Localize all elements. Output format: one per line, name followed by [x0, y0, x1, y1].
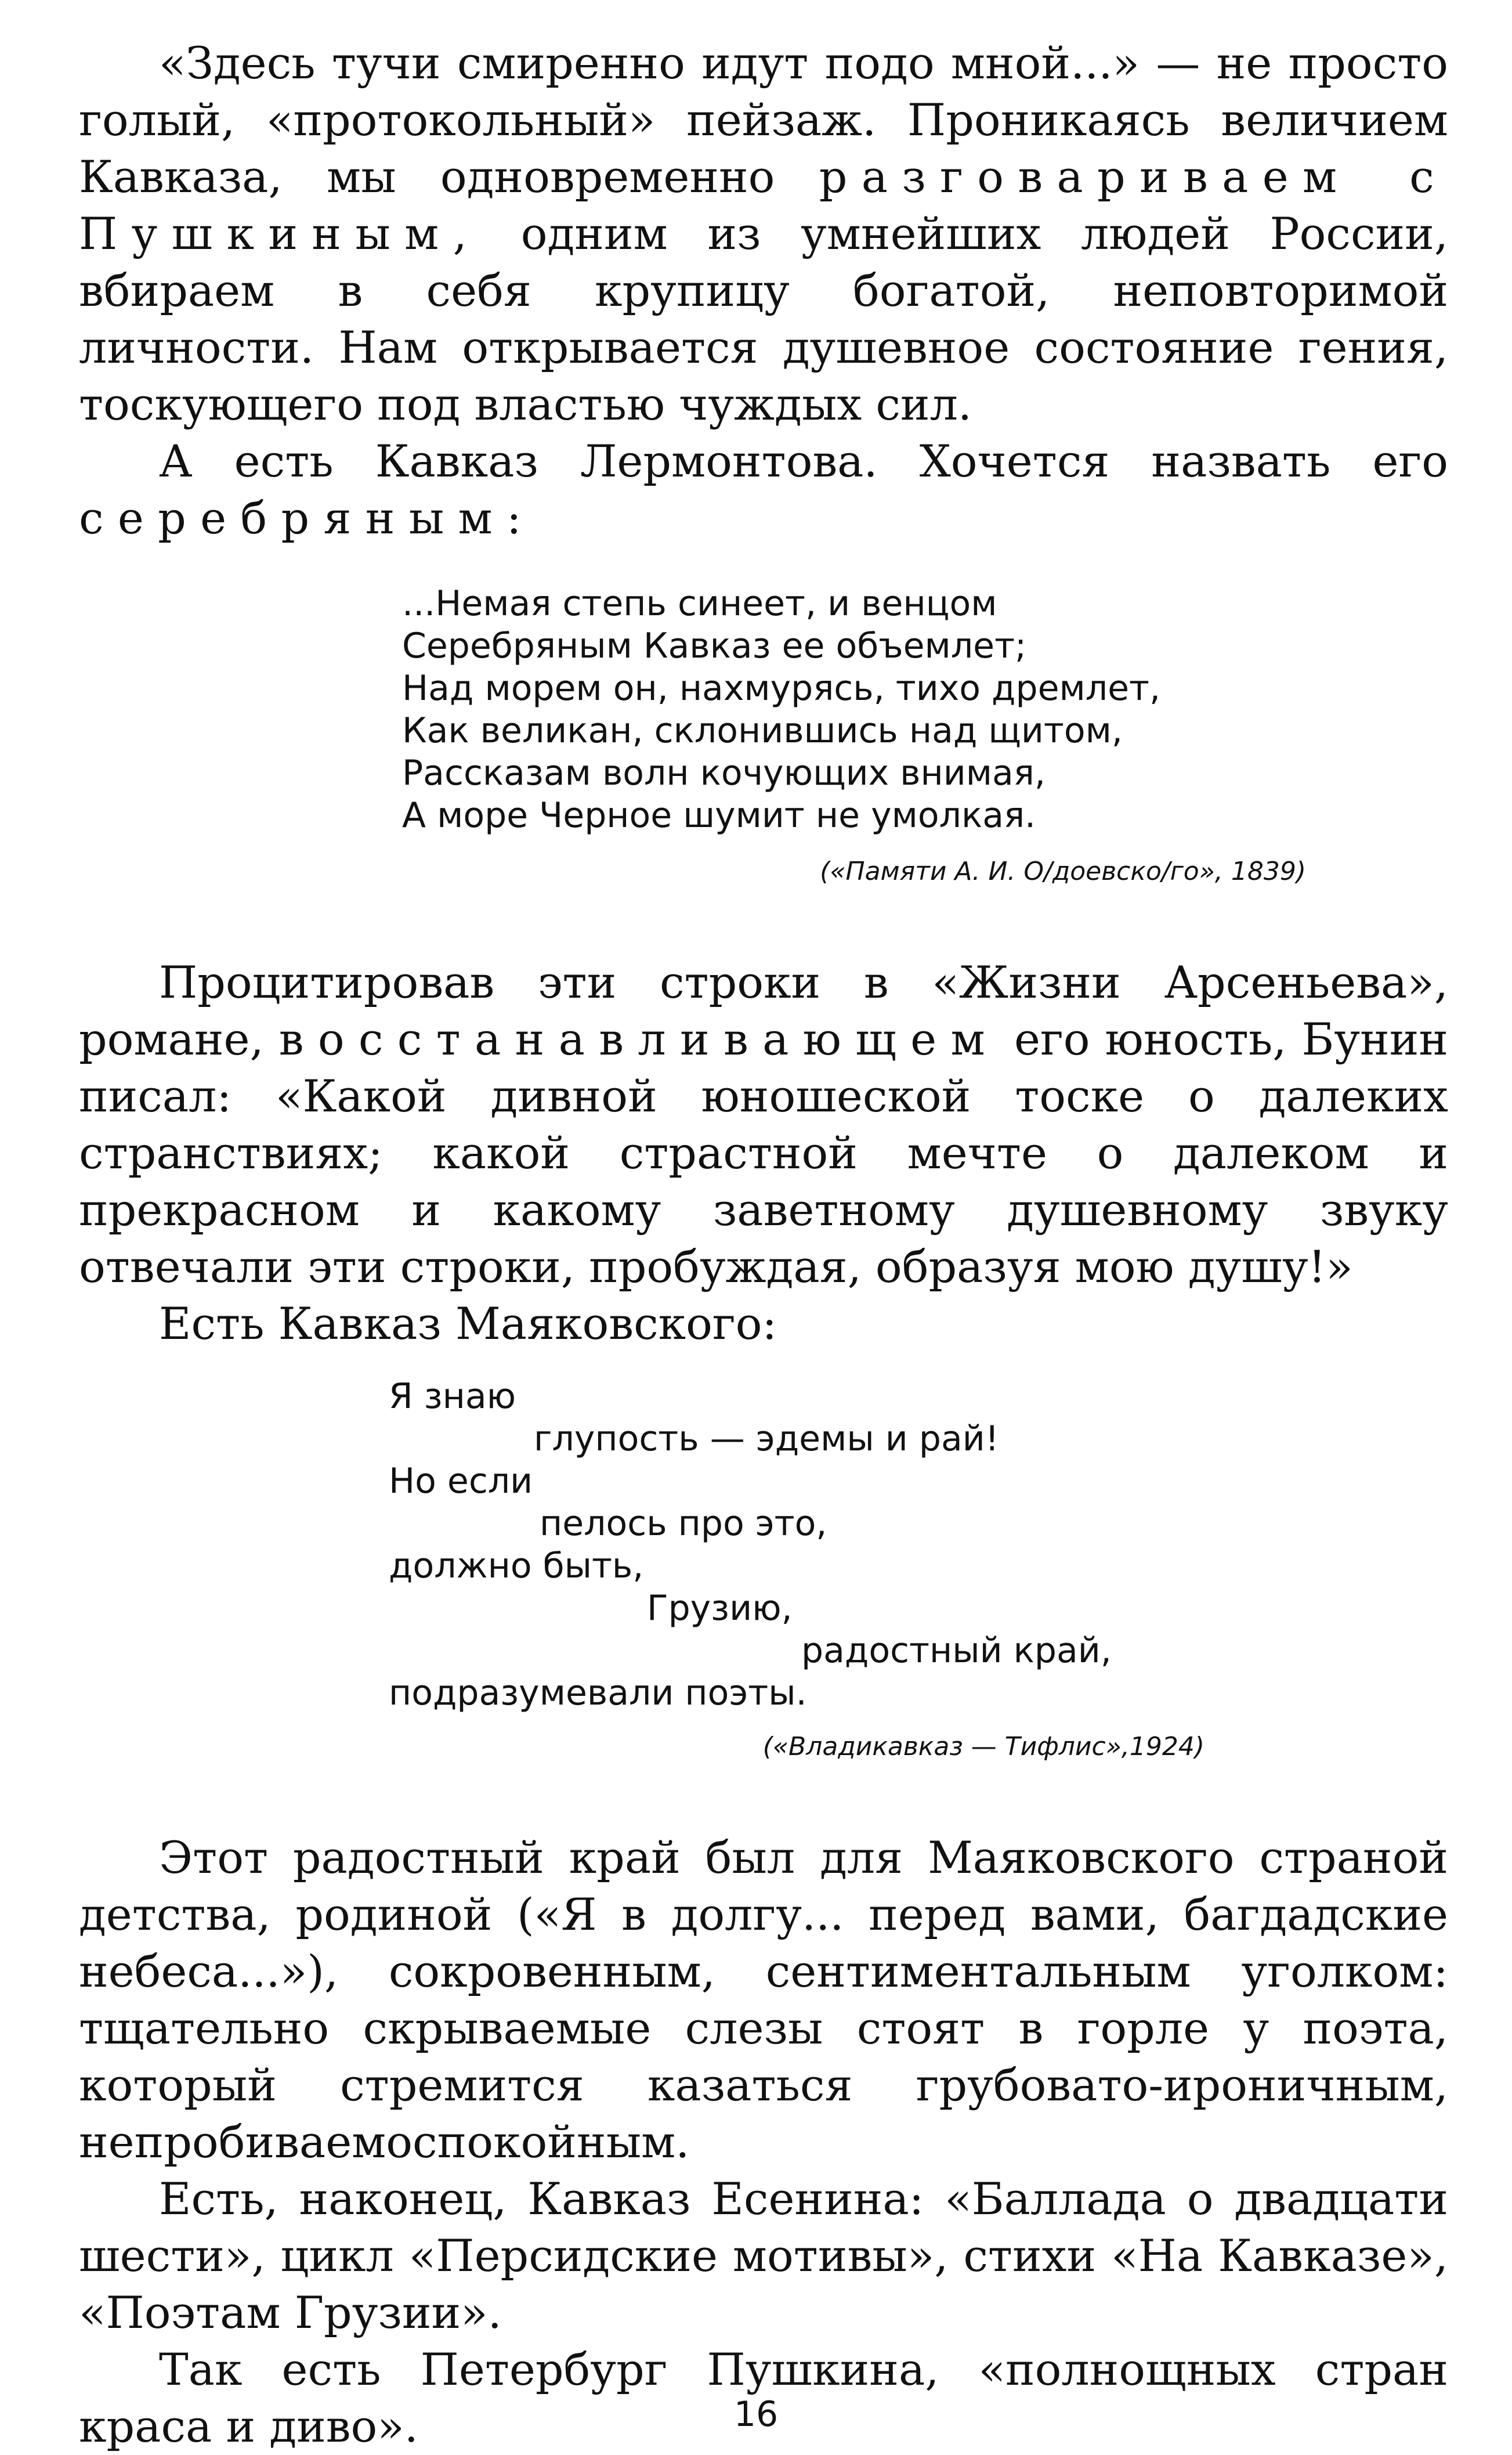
paragraph-pushkin — [79, 35, 1448, 433]
paragraph-bunin — [79, 954, 1448, 1295]
paragraph-text: одним из умнейших людей России, вбираем в себя крупицу богатой, неповторимой личности. Нам открывается душевное состояние гения, тоскующего под властью чуждых сил. — [79, 208, 1448, 430]
poem-line: должно быть, — [389, 1546, 644, 1586]
lermontov-poem-quote — [402, 583, 1448, 837]
poem-line: Как великан, склонившись над щитом, — [402, 710, 1123, 751]
paragraph-text: его юность, Бунин писал: «Какой дивной юношеской тоске о далеких странствиях; какой страстной мечте о далеком и прекрасном и какому заветному душевному звуку отвечали эти строки, пробуждая, образуя мою душу!» — [79, 1013, 1449, 1293]
poem-line: пелось про это, — [540, 1503, 827, 1544]
poem-line: глупость — эдемы и рай! — [534, 1418, 999, 1459]
poem-line: радостный край, — [801, 1630, 1112, 1671]
poem-line: Рассказам волн кочующих внимая, — [402, 753, 1046, 793]
page-number: 16 — [733, 2394, 779, 2435]
mayakovsky-poem-quote — [389, 1375, 1448, 1714]
poem-source-citation: («Памяти А. И. О/доевско/го», 1839) — [820, 857, 1306, 886]
page-body — [79, 35, 1448, 2455]
paragraph-text: «Здесь тучи смиренно идут подо мной...» — не просто голый, «протокольный» пейзаж. Проникаясь величием Кавказа, мы одновременно — [79, 37, 1448, 203]
paragraph-mayakovsky-childhood: Этот радостный край был для Маяковского страной детства, родиной («Я в долгу... перед вами, багдадские небеса...»), сокровенным, сентиментальным уголком: тщательно скрываемые слезы стоят в горле у поэта, который стремится казаться грубовато-ироничным, непробиваемоспокойным. — [79, 1832, 1448, 2168]
paragraph-lermontov — [79, 433, 1448, 547]
poem-source-citation: («Владикавказ — Тифлис»,1924) — [762, 1732, 1204, 1761]
poem-line: А море Черное шумит не умолкая. — [402, 795, 1036, 836]
paragraph-text: А есть Кавказ Лермонтова. Хочется назвать его — [159, 435, 1448, 487]
spaced-emphasis-text: разговариваем с Пушкиным, — [79, 151, 1448, 259]
paragraph-petersburg: Так есть Петербург Пушкина, «полнощных стран краса и диво». — [79, 2344, 1448, 2452]
poem-line: Серебряным Кавказ ее объемлет; — [402, 626, 1027, 666]
paragraph-esenin: Есть, наконец, Кавказ Есенина: «Баллада о двадцати шести», цикл «Персидские мотивы», стихи «На Кавказе», «Поэтам Грузии». — [79, 2173, 1448, 2338]
poem-line: Но если — [389, 1461, 533, 1501]
spaced-emphasis-text: восстанавливающем — [278, 1013, 999, 1065]
poem-line: Над морем он, нахмурясь, тихо дремлет, — [402, 668, 1161, 709]
spaced-emphasis-text: серебряным: — [79, 492, 536, 544]
poem-line: ...Немая степь синеет, и венцом — [402, 583, 997, 624]
poem-line: подразумевали поэты. — [389, 1673, 807, 1713]
poem-line: Я знаю — [389, 1376, 516, 1417]
poem-line: Грузию, — [647, 1588, 793, 1629]
paragraph-mayakovsky: Есть Кавказ Маяковского: — [159, 1298, 777, 1349]
paragraph-text: Процитировав эти строки в «Жизни Арсеньева», романе, — [79, 956, 1448, 1065]
